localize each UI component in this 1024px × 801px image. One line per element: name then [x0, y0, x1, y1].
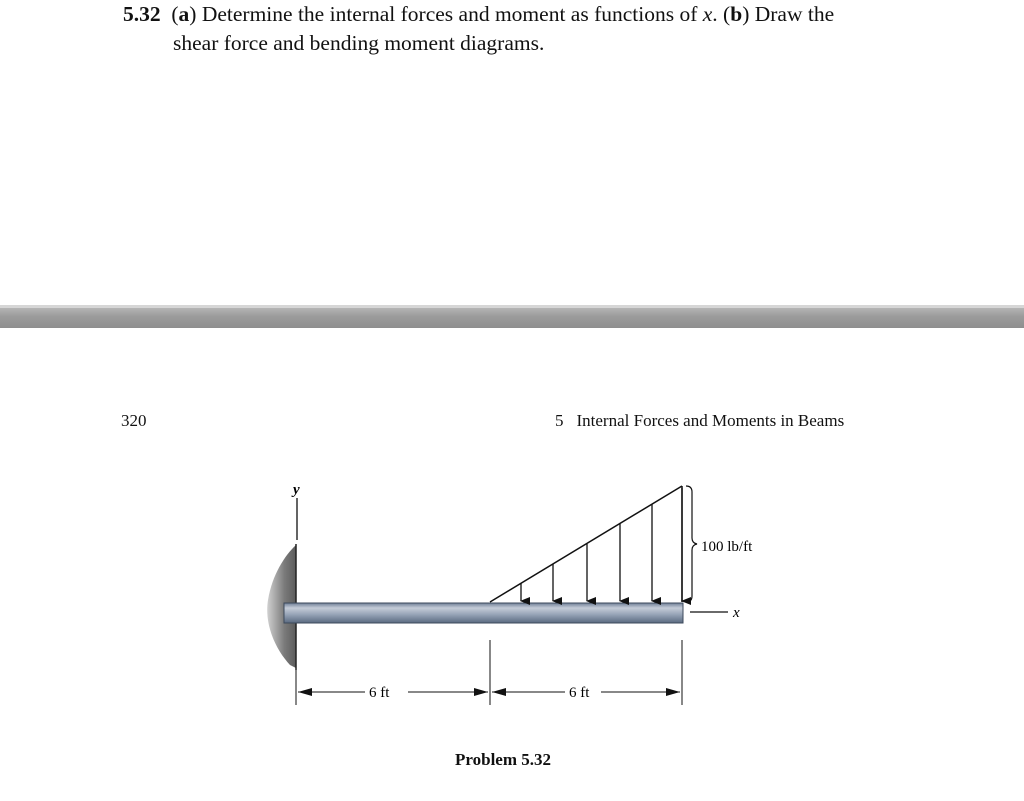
dim-arrow-left-start: [298, 688, 312, 696]
figure-caption: Problem 5.32: [455, 750, 552, 769]
dim-arrow-left-end: [474, 688, 488, 696]
dim-label-left: 6 ft: [369, 685, 390, 701]
problem-number: 5.32: [123, 2, 161, 26]
problem-line-1: 5.32 (a) Determine the internal forces and moment as functions of x. (b) Draw the: [123, 2, 835, 26]
chapter-number: 5: [555, 411, 564, 430]
problem-line-2: shear force and bending moment diagrams.: [173, 31, 545, 55]
part-a-text: Determine the internal forces and moment as functions of: [201, 2, 698, 26]
beam: [284, 603, 683, 623]
y-axis-label: y: [293, 482, 300, 498]
load-brace: [686, 486, 697, 602]
dim-arrow-right-end: [666, 688, 680, 696]
part-a-label: (a): [171, 2, 197, 26]
part-b-label: (b): [723, 2, 750, 26]
dim-label-right: 6 ft: [569, 685, 590, 701]
page-number: 320: [121, 411, 147, 430]
x-axis-label: x: [733, 605, 740, 621]
load-label: 100 lb/ft: [701, 539, 753, 555]
dim-arrow-right-start: [492, 688, 506, 696]
chapter-title: Internal Forces and Moments in Beams: [576, 411, 845, 430]
load-slope-line: [490, 486, 682, 602]
variable-x: x: [702, 2, 713, 26]
part-b-text: Draw the: [754, 2, 835, 26]
